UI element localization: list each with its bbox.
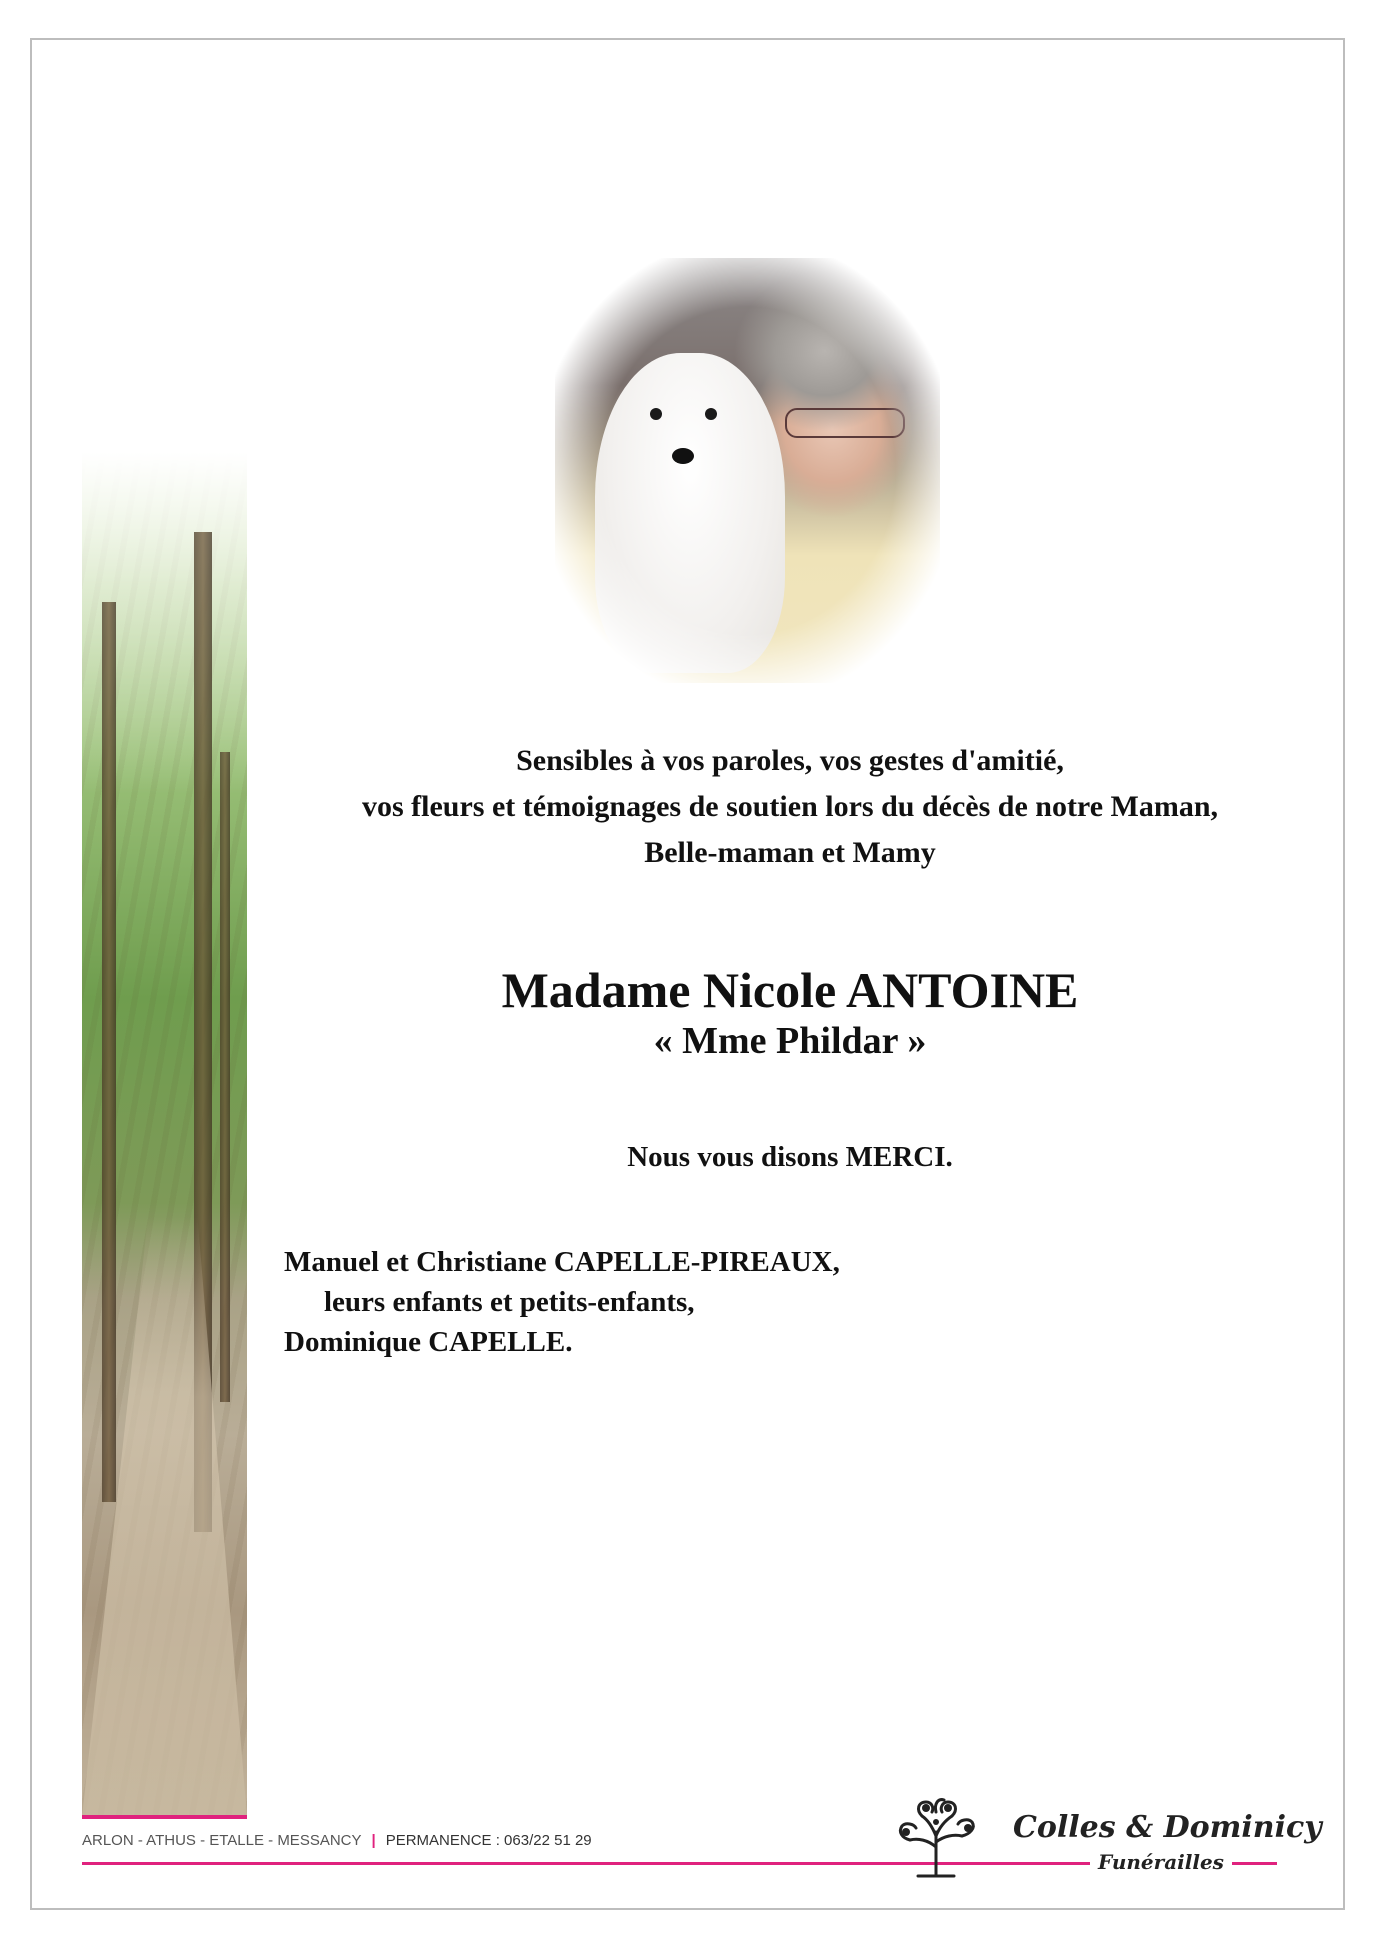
footer-contact [82,1832,592,1849]
intro-text [250,738,1330,876]
logo-company-name: Colles & Dominicy [1013,1810,1322,1845]
accent-bar [82,1815,247,1819]
intro-line-1: Sensibles à vos paroles, vos gestes d'amitié, [516,744,1064,777]
family-line-1: Manuel et Christiane CAPELLE-PIREAUX, [284,1246,840,1278]
footer-permanence: PERMANENCE : 063/22 51 29 [385,1832,592,1849]
forest-path-photo [82,452,247,1817]
thanks-text: Nous vous disons MERCI. [627,1141,953,1173]
intro-line-2: vos fleurs et témoignages de soutien lors du décès de notre Maman, [361,790,1219,823]
deceased-nickname: « Mme Phildar » [653,1020,927,1062]
dog-nose [672,448,694,464]
tree-icon [888,1792,984,1878]
footer-separator: | [371,1832,376,1849]
portrait-photo [555,258,940,683]
dog-eye [650,408,662,420]
dog-figure [595,353,785,673]
family-line-3: Dominique CAPELLE. [284,1326,573,1358]
logo-subtitle: Funérailles [1090,1850,1232,1874]
intro-line-3: Belle-maman et Mamy [644,836,936,869]
family-signature [284,1242,840,1362]
family-line-2: leurs enfants et petits-enfants, [324,1286,695,1318]
glasses [785,408,905,438]
dog-eye [705,408,717,420]
footer-locations: ARLON - ATHUS - ETALLE - MESSANCY [82,1832,362,1849]
deceased-name: Madame Nicole ANTOINE [501,962,1079,1018]
